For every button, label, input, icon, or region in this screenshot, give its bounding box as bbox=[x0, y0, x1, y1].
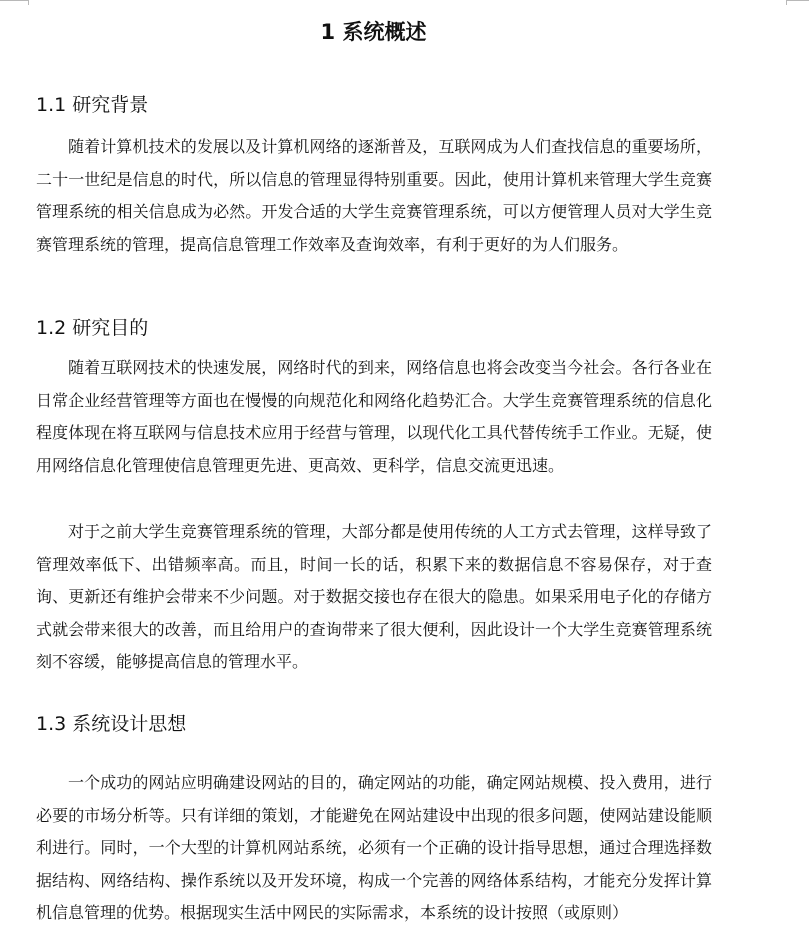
paragraph-purpose-2: 对于之前大学生竞赛管理系统的管理，大部分都是使用传统的人工方式去管理，这样导致了管理效率低下、出错频率高。而且，时间一长的话，积累下来的数据信息不容易保存，对于查询、更新还有维护会带来不少问题。对于数据交接也存在很大的隐患。如果采用电子化的存储方式就会带来很大的改善，而且给用户的查询带来了很大便利，因此设计一个大学生竞赛管理系统刻不容缓，能够提高信息的管理水平。 bbox=[36, 522, 712, 671]
crop-mark-left bbox=[0, 0, 29, 5]
section-heading-design: 1.3 系统设计思想 bbox=[36, 713, 187, 735]
page-title: 1 系统概述 bbox=[320, 20, 427, 44]
section-heading-background: 1.1 研究背景 bbox=[36, 94, 149, 116]
paragraph-design: 一个成功的网站应明确建设网站的目的，确定网站的功能，确定网站规模、投入费用，进行必要的市场分析等。只有详细的策划，才能避免在网站建设中出现的很多问题，使网站建设能顺利进行。同时，一个大型的计算机网站系统，必须有一个正确的设计指导思想，通过合理选择数据结构、网络结构、操作系统以及开发环境，构成一个完善的网络体系结构，才能充分发挥计算机信息管理的优势。根据现实生活中网民的实际需求，本系统的设计按照（或原则） bbox=[36, 773, 712, 922]
paragraph-purpose-1: 随着互联网技术的快速发展，网络时代的到来，网络信息也将会改变当今社会。各行各业在日常企业经营管理等方面也在慢慢的向规范化和网络化趋势汇合。大学生竞赛管理系统的信息化程度体现在将互联网与信息技术应用于经营与管理，以现代化工具代替传统手工作业。无疑，使用网络信息化管理使信息管理更先进、更高效、更科学，信息交流更迅速。 bbox=[36, 358, 712, 475]
section-heading-purpose: 1.2 研究目的 bbox=[36, 317, 149, 339]
crop-mark-right bbox=[786, 0, 809, 5]
paragraph-background: 随着计算机技术的发展以及计算机网络的逐渐普及，互联网成为人们查找信息的重要场所，二十一世纪是信息的时代，所以信息的管理显得特别重要。因此，使用计算机来管理大学生竞赛管理系统的相关信息成为必然。开发合适的大学生竞赛管理系统，可以方便管理人员对大学生竞赛管理系统的管理，提高信息管理工作效率及查询效率，有利于更好的为人们服务。 bbox=[36, 137, 712, 254]
